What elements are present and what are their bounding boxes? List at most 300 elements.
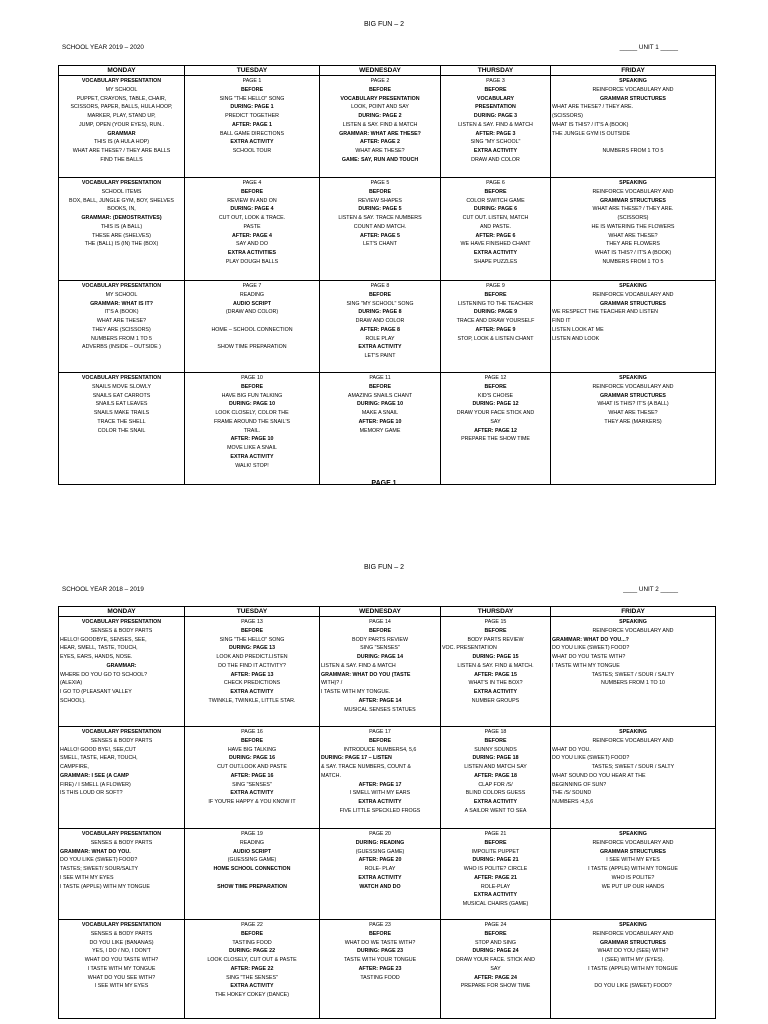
col-header-monday: MONDAY	[59, 66, 185, 76]
cell-heading: EXTRA ACTIVITY	[230, 689, 274, 695]
cell-line: PAGE 10	[241, 375, 263, 381]
cell-heading: GRAMMAR: WHAT DO YOU.	[60, 848, 131, 855]
cell-line: PASTE	[243, 223, 261, 230]
cell-heading: GRAMMAR: I SEE (A CAMP	[60, 772, 129, 779]
cell-line: FIND THE BALLS	[100, 156, 143, 163]
cell-line: THE HOKEY COKEY (DANCE)	[215, 992, 289, 998]
cell-line: NUMBERS FROM 1 TO 5	[602, 258, 664, 265]
cell-monday	[59, 281, 185, 373]
cell-thursday	[441, 76, 551, 178]
cell-heading: DURING: PAGE 22	[228, 948, 276, 955]
cell-heading: AFTER: PAGE 14	[358, 697, 402, 704]
cell-line: FIVE LITTLE SPECKLED FROGS	[339, 807, 421, 814]
cell-line: THEY ARE FLOWERS	[606, 241, 660, 248]
cell-heading: BEFORE	[484, 839, 507, 846]
cell-line: LET'S PAINT	[364, 353, 396, 359]
cell-line: HEAR, SMELL, TASTE, TOUCH,	[60, 645, 138, 652]
cell-line: REINFORCE VOCABULARY AND	[592, 737, 674, 744]
cell-line: WHO IS POLITE? CIRCLE	[463, 866, 528, 872]
cell-line: (DRAW AND COLOR)	[225, 309, 279, 316]
cell-line: SAY	[490, 965, 501, 972]
cell-line: SENSES & BODY PARTS	[90, 839, 153, 846]
cell-line: WHAT DO YOU TASTE WITH?	[552, 654, 626, 660]
cell-line: MY SCHOOL	[105, 291, 138, 298]
cell-line: I SEE WITH MY EYES	[94, 983, 149, 990]
cell-line: PAGE 7	[242, 283, 262, 289]
cell-line: LET'S CHANT	[363, 241, 397, 248]
cell-line: WHAT ARE THESE?	[608, 232, 658, 239]
cell-line: YES, I DO / NO, I DON'T	[92, 948, 151, 955]
cell-line: IMPOLITE PUPPET	[471, 848, 520, 855]
cell-line: AMAZING SNAILS CHANT	[347, 392, 413, 399]
cell-line: SHOW TIME PREPARATION	[217, 344, 287, 351]
cell-line: PAGE 18	[484, 729, 507, 735]
cell-heading: BEFORE	[368, 627, 392, 634]
cell-tuesday	[185, 920, 320, 1019]
cell-line: REINFORCE VOCABULARY AND	[592, 930, 674, 937]
cell-line: PAGE 19	[241, 831, 263, 837]
cell-line: REVIEW SHAPES	[358, 197, 402, 204]
cell-line: I TASTE (APPLE) WITH MY TONGUE	[60, 883, 150, 890]
cell-heading: VOCABULARY PRESENTATION	[81, 729, 162, 735]
cell-line: LOOK AND PREDICT.LISTEN	[216, 654, 288, 660]
cell-heading: AFTER: PAGE 18	[474, 772, 517, 779]
header-row	[59, 66, 716, 76]
cell-line: PAGE 20	[369, 831, 391, 837]
cell-monday	[59, 373, 185, 485]
cell-monday	[59, 617, 185, 727]
week-row	[59, 727, 716, 829]
cell-line: THESE ARE (SHELVES)	[92, 232, 151, 239]
cell-line	[186, 874, 318, 883]
cell-heading: AFTER: PAGE 10	[358, 418, 402, 425]
cell-line: COUNT AND MATCH.	[353, 223, 407, 230]
cell-heading: GRAMMAR STRUCTURES	[600, 95, 666, 102]
cell-line: SCHOOL ITEMS	[101, 188, 142, 195]
cell-line: SCISSORS, PAPER, BALLS, HULA HOOP,	[70, 104, 173, 111]
cell-line: BLIND COLORS GUESS	[465, 790, 526, 797]
cell-heading: DURING: PAGE 15	[472, 654, 519, 660]
cell-line: I TASTE (APPLE) WITH MY TONGUE	[588, 866, 678, 872]
cell-thursday	[441, 281, 551, 373]
header-row	[59, 607, 716, 617]
cell-line: A SAILOR WENT TO SEA	[464, 807, 527, 814]
document-title: BIG FUN – 2	[363, 564, 405, 571]
cell-line: WHAT IS THIS? / IT'S A (BOOK)	[594, 250, 672, 256]
cell-line: TASTES; SWEET/ SOUR/SALTY	[60, 866, 139, 872]
cell-heading: AFTER: PAGE 17	[358, 781, 402, 788]
cell-heading: EXTRA ACTIVITY	[230, 983, 274, 990]
cell-heading: AFTER: PAGE 2	[360, 139, 400, 146]
cell-line: MARKER, PLAY, STAND UP,	[87, 113, 156, 119]
cell-heading: EXTRA ACTIVITY	[473, 892, 518, 899]
cell-line: FRAME AROUND THE SNAIL'S	[214, 418, 290, 425]
cell-thursday	[441, 727, 551, 829]
cell-line: SNAILS MOVE SLOWLY	[91, 383, 152, 390]
cell-heading: GRAMMAR: WHAT DO YOU...?	[552, 636, 629, 643]
cell-heading: BEFORE	[484, 930, 507, 937]
cell-line: PAGE 21	[484, 831, 507, 837]
cell-line: BOOKS, IN,	[107, 206, 136, 213]
cell-line: TRACE THE SHELL	[97, 418, 146, 425]
cell-heading: BEFORE	[484, 383, 507, 390]
cell-friday	[551, 727, 716, 829]
cell-heading: DURING: READING	[355, 839, 405, 846]
cell-line: WHAT ARE THESE?	[355, 148, 405, 154]
cell-heading: SPEAKING	[619, 729, 647, 735]
cell-heading: AFTER: PAGE 21	[474, 874, 517, 881]
cell-line: PREPARE FOR SHOW TIME	[460, 983, 531, 990]
cell-line: WE PUT UP OUR HANDS	[601, 883, 665, 890]
cell-line: SAY	[490, 418, 501, 425]
cell-line: WE RESPECT THE TEACHER AND LISTEN	[552, 309, 658, 316]
cell-line: PLAY DOUGH BALLS	[225, 258, 279, 265]
cell-line: DO YOU LIKE (BANANAS)	[89, 939, 154, 946]
cell-line: HAVE BIG FUN TALKING	[221, 392, 283, 399]
cell-line: PAGE 17	[369, 729, 391, 735]
cell-heading: EXTRA ACTIVITY	[230, 790, 274, 797]
cell-heading: BEFORE	[484, 737, 507, 744]
cell-line: CUT OUT. LISTEN, MATCH	[462, 215, 529, 221]
cell-line: MY SCHOOL	[105, 86, 138, 93]
cell-heading: GRAMMAR STRUCTURES	[600, 939, 666, 946]
cell-line: CAMPFIRE,	[60, 764, 89, 770]
cell-monday	[59, 920, 185, 1019]
cell-line: WHAT'S IN THE BOX?	[468, 680, 523, 687]
cell-thursday	[441, 829, 551, 920]
cell-line: PREDICT TOGETHER	[225, 113, 279, 119]
cell-heading: AFTER: PAGE 15	[474, 671, 517, 678]
cell-line: I (SEE) WITH MY (EYES).	[602, 957, 664, 963]
cell-line: MATCH.	[321, 772, 341, 779]
cell-line: (GUESSING GAME)	[227, 857, 277, 864]
cell-line: TRACE AND DRAW YOURSELF	[456, 318, 535, 324]
cell-heading: AFTER: PAGE 5	[360, 232, 400, 239]
cell-line: TASTES; SWEET / SOUR / SALTY	[591, 671, 675, 678]
cell-heading: BEFORE	[368, 188, 392, 195]
col-header-tuesday: TUESDAY	[185, 607, 320, 617]
cell-line: I SEE WITH MY EYES	[60, 874, 114, 881]
cell-heading: DURING: PAGE 18	[472, 755, 519, 762]
cell-line: I SEE WITH MY EYES	[606, 857, 660, 864]
cell-line: THE /S/ SOUND	[552, 790, 592, 797]
cell-heading: AFTER: PAGE 3	[475, 130, 516, 137]
cell-heading: BEFORE	[240, 627, 264, 634]
cell-tuesday	[185, 76, 320, 178]
cell-heading: DURING: PAGE 14	[356, 654, 404, 660]
lesson-plan-table	[58, 65, 716, 485]
cell-wednesday	[320, 178, 441, 281]
cell-heading: BEFORE	[240, 188, 264, 195]
cell-friday	[551, 281, 716, 373]
cell-line: STOP AND SING	[474, 939, 516, 946]
cell-wednesday	[320, 829, 441, 920]
cell-line: DO THE FIND IT ACTIVITY?	[218, 662, 286, 669]
cell-line: BODY PARTS REVIEW	[467, 636, 524, 643]
cell-heading: AFTER: PAGE 9	[475, 326, 516, 333]
col-header-wednesday: WEDNESDAY	[320, 66, 441, 76]
cell-heading: EXTRA ACTIVITY	[358, 799, 402, 805]
cell-line: WALK! STOP!	[235, 462, 269, 469]
cell-line: SING "THE SENSES"	[226, 974, 278, 981]
cell-line: I TASTE WITH MY TONGUE	[87, 965, 156, 972]
cell-line: KID'S CHOISE	[477, 392, 514, 399]
cell-heading: BEFORE	[368, 291, 392, 298]
cell-heading: AUDIO SCRIPT	[233, 300, 271, 307]
cell-line: PAGE 1	[242, 78, 262, 84]
cell-heading: GRAMMAR STRUCTURES	[600, 197, 666, 204]
cell-line: THE JUNGLE GYM IS OUTSIDE	[552, 130, 630, 137]
week-row	[59, 617, 716, 727]
cell-line: SMELL, TASTE, HEAR, TOUCH,	[60, 755, 138, 762]
cell-heading: AFTER: PAGE 1	[232, 121, 272, 128]
cell-line: HALLO! GOOD BYE!, SEE,CUT	[60, 746, 136, 753]
week-row	[59, 281, 716, 373]
cell-heading: BEFORE	[484, 188, 507, 195]
cell-heading: GRAMMAR STRUCTURES	[600, 300, 666, 307]
cell-monday	[59, 727, 185, 829]
cell-heading: GRAMMAR: WHAT IS IT?	[90, 300, 153, 307]
cell-line	[552, 974, 714, 983]
cell-line: SNAILS EAT CARROTS	[92, 392, 151, 399]
cell-line: PAGE 16	[241, 729, 263, 735]
cell-heading: DURING: PAGE 8	[358, 309, 402, 316]
cell-line: MOVE LIKE A SNAIL	[227, 445, 277, 451]
cell-heading: AFTER: PAGE 23	[358, 965, 402, 972]
cell-line: I TASTE WITH MY TONGUE	[552, 662, 620, 669]
col-header-monday: MONDAY	[59, 607, 185, 617]
cell-line: FIND IT	[552, 318, 571, 324]
cell-heading: AFTER: PAGE 12	[474, 427, 517, 434]
cell-line: SING "SENSES"	[232, 781, 272, 788]
cell-line: NUMBERS FROM 1 TO 5	[602, 148, 664, 154]
cell-line: EYES, EARS, HANDS, NOSE.	[60, 654, 133, 660]
cell-line: PAGE 11	[369, 375, 391, 381]
page-2	[0, 550, 768, 1024]
cell-line: WE HAVE FINISHED CHANT	[460, 241, 531, 248]
cell-line: COLOR SWITCH GAME	[466, 197, 525, 204]
cell-friday	[551, 829, 716, 920]
cell-heading: DURING: PAGE 17 – LISTEN	[321, 755, 392, 762]
cell-line: THIS IS (A HULA HOP)	[93, 139, 150, 146]
cell-heading: AUDIO SCRIPT	[233, 848, 271, 855]
cell-line: WHAT DO YOU TASTE WITH?	[84, 957, 159, 963]
cell-line: TASTE WITH YOUR TONGUE	[343, 957, 417, 963]
cell-line: WHAT IS THIS? IT'S (A BALL)	[597, 401, 669, 408]
col-header-thursday: THURSDAY	[441, 607, 551, 617]
cell-heading: SPEAKING	[619, 831, 647, 837]
cell-line: PAGE 24	[484, 922, 507, 928]
week-row	[59, 920, 716, 1019]
cell-line: SNAILS EAT LEAVES	[95, 401, 148, 408]
unit-label: _____ UNIT 1 _____	[619, 44, 678, 51]
cell-heading: DURING: PAGE 2	[358, 113, 402, 119]
cell-line: PAGE 6	[486, 180, 505, 186]
cell-monday	[59, 178, 185, 281]
cell-heading: DURING: PAGE 3	[473, 113, 518, 119]
cell-line: BALL GAME DIRECTIONS	[220, 130, 284, 137]
cell-heading: WATCH AND DO	[359, 883, 401, 890]
cell-heading: GRAMMAR: (DEMOSTRATIVES)	[81, 215, 162, 221]
cell-line: DRAW YOUR FACE. STICK AND	[456, 957, 535, 963]
cell-line: REINFORCE VOCABULARY AND	[592, 86, 674, 93]
cell-line: SING "THE HELLO" SONG	[219, 95, 285, 102]
cell-wednesday	[320, 727, 441, 829]
cell-line: HAVE BIG TALKING	[227, 746, 277, 753]
document-title: BIG FUN – 2	[363, 21, 405, 28]
cell-heading: AFTER: PAGE 4	[232, 232, 272, 239]
cell-line: ROLE PLAY	[365, 335, 395, 342]
cell-line: PAGE 23	[369, 922, 391, 928]
school-year: SCHOOL YEAR 2019 – 2020	[62, 44, 144, 51]
cell-thursday	[441, 920, 551, 1019]
cell-heading: SPEAKING	[619, 180, 647, 186]
cell-wednesday	[320, 281, 441, 373]
cell-heading: BEFORE	[240, 737, 264, 744]
cell-line: CUT OUT.LOOK AND PASTE	[217, 764, 287, 770]
cell-line: I SMELL WITH MY EARS	[349, 790, 411, 797]
cell-line: SENSES & BODY PARTS	[90, 737, 153, 744]
cell-line: MAKE A SNAIL	[361, 410, 399, 416]
cell-line: SNAILS MAKE TRAILS	[93, 410, 150, 416]
cell-line: LISTEN AND MATCH SAY	[464, 764, 527, 770]
cell-line: REINFORCE VOCABULARY AND	[592, 188, 674, 195]
col-header-friday: FRIDAY	[551, 66, 716, 76]
cell-heading: VOCABULARY PRESENTATION	[81, 375, 162, 381]
cell-line: READING	[239, 291, 265, 298]
cell-heading: EXTRA ACTIVITY	[358, 874, 402, 881]
cell-thursday	[441, 617, 551, 727]
cell-line: SING "SENSES"	[360, 645, 400, 652]
cell-line: IS THIS LOUD OR SOFT?	[60, 790, 123, 797]
cell-line: MUSICAL SENSES STATUES	[344, 706, 416, 713]
cell-line: ADVERBS (INSIDE – OUTSIDE )	[82, 344, 161, 351]
cell-heading: DURING: PAGE 9	[473, 309, 518, 316]
cell-line: SHAPE PUZZLES	[473, 258, 518, 265]
cell-heading: BEFORE	[484, 291, 507, 298]
cell-line: DO YOU LIKE (SWEET) FOOD?	[552, 755, 630, 762]
cell-friday	[551, 920, 716, 1019]
cell-line: VOC. PRESENTATION	[442, 645, 497, 652]
cell-line: STOP, LOOK & LISTEN CHANT	[457, 335, 534, 342]
cell-line: THE (BALL) IS (IN) THE (BOX)	[84, 241, 159, 248]
cell-line: LISTEN LOOK AT ME	[552, 326, 604, 333]
cell-heading: SPEAKING	[619, 283, 647, 289]
cell-line: (GUESSING GAME)	[355, 848, 405, 855]
cell-line: CUT OUT, LOOK & TRACE.	[218, 215, 286, 221]
cell-line: LISTENING TO THE TEACHER	[457, 300, 534, 307]
cell-line: DRAW AND COLOR	[355, 318, 405, 324]
cell-line: WHAT DO YOU (SEE) WITH?	[597, 948, 669, 955]
cell-line: I GO TO (PLEASANT VALLEY	[60, 689, 132, 695]
cell-line: I TASTE WITH MY TONGUE.	[321, 689, 391, 695]
cell-line: REINFORCE VOCABULARY AND	[592, 383, 674, 390]
cell-line: TASTING FOOD	[232, 939, 272, 946]
col-header-friday: FRIDAY	[551, 607, 716, 617]
cell-line: TRAIL.	[243, 427, 261, 434]
cell-heading: SPEAKING	[619, 78, 647, 84]
cell-line: PAGE 22	[241, 922, 263, 928]
cell-line: WHAT ARE THESE? / THEY ARE.	[552, 104, 634, 111]
cell-heading: BEFORE	[484, 86, 507, 93]
cell-line: PAGE 5	[370, 180, 390, 186]
cell-line: BODY PARTS REVIEW	[352, 636, 408, 643]
cell-line: TWINKLE, TWINKLE, LITTLE STAR.	[208, 697, 296, 704]
cell-line: PUPPET, CRAYONS, TABLE, CHAIR,	[76, 95, 167, 102]
cell-line: REVIEW IN AND ON	[227, 197, 277, 204]
cell-line: HE IS WATERING THE FLOWERS	[591, 223, 675, 230]
lesson-plan-table	[58, 606, 716, 1019]
cell-line: SING "MY SCHOOL" SONG	[346, 300, 414, 307]
cell-heading: DURING: PAGE 5	[358, 206, 402, 213]
cell-line: IT'S A (BOOK)	[104, 309, 139, 316]
cell-line: PAGE 2	[370, 78, 390, 84]
cell-heading: GRAMMAR	[107, 130, 136, 137]
cell-line: LISTEN & SAY. FIND & MATCH	[458, 121, 533, 128]
cell-line: & SAY. TRACE NUMBERS, COUNT &	[321, 764, 411, 770]
cell-friday	[551, 178, 716, 281]
cell-line: JUMP, OPEN (YOUR EYES), RUN..	[79, 121, 164, 128]
cell-line	[186, 335, 318, 344]
cell-tuesday	[185, 281, 320, 373]
cell-line: (SCISSORS)	[552, 113, 583, 119]
cell-line: SCHOOL).	[60, 697, 86, 704]
cell-heading: EXTRA ACTIVITY	[358, 344, 402, 351]
cell-monday	[59, 76, 185, 178]
cell-heading: DURING: PAGE 23	[356, 948, 404, 955]
cell-heading: AFTER: PAGE 22	[230, 965, 274, 972]
cell-line: TASTING FOOD	[360, 974, 400, 981]
cell-line: WHAT SOUND DO YOU HEAR AT THE	[552, 772, 646, 779]
cell-heading: BEFORE	[484, 627, 507, 634]
cell-friday	[551, 76, 716, 178]
cell-line: HELLO! GOODBYE, SENSES, SEE,	[60, 636, 147, 643]
cell-heading: DURING: PAGE 13	[228, 645, 276, 652]
cell-line: DRAW YOUR FACE STICK AND	[456, 410, 535, 416]
cell-heading: GRAMMAR STRUCTURES	[600, 848, 666, 855]
cell-line: INTRODUCE NUMBERS4, 5,6	[343, 746, 417, 753]
cell-line: WHAT IS THIS? / IT'S A (BOOK)	[552, 121, 629, 128]
cell-heading: BEFORE	[368, 737, 392, 744]
cell-heading: HOME SCHOOL CONNECTION	[213, 866, 291, 872]
cell-line: NUMBERS FROM 1 TO 10	[601, 680, 665, 687]
cell-line: WHAT ARE THESE? / THEY ARE.	[592, 206, 674, 213]
cell-heading: DURING: PAGE 12	[472, 401, 519, 408]
cell-tuesday	[185, 373, 320, 485]
cell-line: PAGE 13	[241, 619, 263, 625]
cell-heading: DURING: PAGE 6	[473, 206, 518, 213]
cell-line: MEMORY GAME	[359, 427, 401, 434]
cell-line: LOOK CLOSELY, CUT OUT & PASTE	[207, 957, 297, 963]
cell-line: REINFORCE VOCABULARY AND	[592, 839, 674, 846]
cell-line: REINFORCE VOCABULARY AND	[592, 291, 674, 298]
cell-heading: SPEAKING	[619, 619, 647, 625]
cell-line: LISTEN & SAY. FIND & MATCH	[342, 121, 418, 128]
cell-heading: DURING: PAGE 16	[228, 755, 276, 762]
cell-heading: VOCABULARY PRESENTATION	[81, 180, 162, 186]
cell-line: SENSES & BODY PARTS	[90, 627, 153, 634]
cell-heading: DURING: PAGE 10	[356, 401, 404, 408]
school-year: SCHOOL YEAR 2018 – 2019	[62, 586, 144, 593]
cell-line: WHERE DO YOU GO TO SCHOOL?	[60, 671, 148, 678]
cell-tuesday	[185, 727, 320, 829]
cell-line: DO YOU LIKE (SWEET) FOOD?	[552, 645, 630, 652]
cell-line: FIRE) / I SMELL (A FLOWER)	[60, 781, 131, 788]
cell-heading: SHOW TIME PREPARATION	[217, 883, 287, 890]
cell-thursday	[441, 178, 551, 281]
cell-tuesday	[185, 829, 320, 920]
cell-tuesday	[185, 617, 320, 727]
